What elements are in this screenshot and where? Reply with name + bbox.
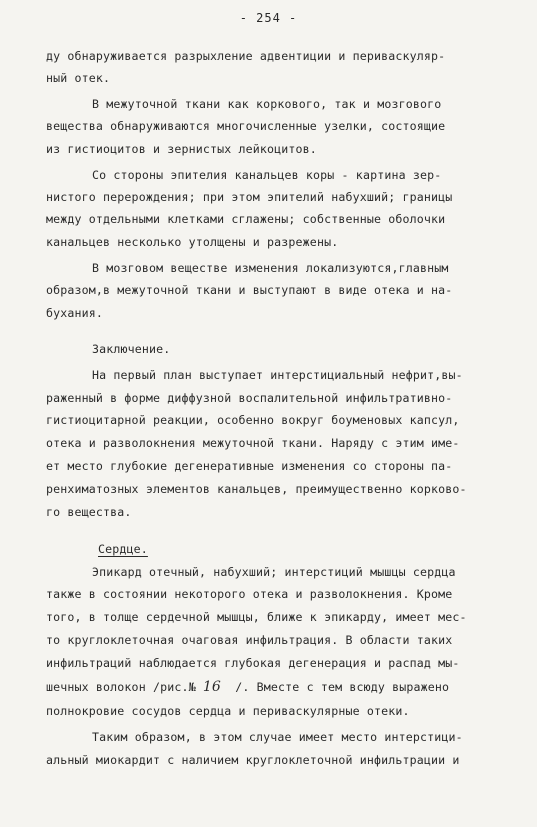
page-number: - 254 - xyxy=(239,11,298,25)
text-line: ренхиматозных элементов канальцев, преимущественно корково- xyxy=(46,482,467,496)
text-fragment: шечных волокон /рис.№ xyxy=(46,680,196,694)
text-line: Таким образом, в этом случае имеет место интерстици- xyxy=(92,730,463,744)
text-line: ет место глубокие дегенеративные изменения со стороны па- xyxy=(46,459,453,473)
text-line: раженный в форме диффузной воспалительной инфильтративно- xyxy=(46,391,453,405)
text-line: ный отек. xyxy=(46,71,111,85)
text-line: то круглоклеточная очаговая инфильтрация. В области таких xyxy=(46,633,453,647)
text-line: образом,в межуточной ткани и выступают в виде отека и на- xyxy=(46,283,453,297)
text-line: В межуточной ткани как коркового, так и мозгового xyxy=(92,97,442,111)
text-line: отека и разволокнения межуточной ткани. Наряду с этим име- xyxy=(46,436,460,450)
text-fragment: /. Вместе с тем всюду выражено xyxy=(235,680,450,694)
text-line: Со стороны эпителия канальцев коры - картина зер- xyxy=(92,168,442,182)
text-line: Эпикард отечный, набухший; интерстиций мышцы сердца xyxy=(92,565,456,579)
text-line: альный миокардит с наличием круглоклеточной инфильтрации и xyxy=(46,753,460,767)
text-line: между отдельными клетками сглажены; собственные оболочки xyxy=(46,212,446,226)
text-line: го вещества. xyxy=(46,505,132,519)
text-line: также в состоянии некоторого отека и разволокнения. Кроме xyxy=(46,587,453,601)
text-line: В мозговом веществе изменения локализуются,главным xyxy=(92,261,449,275)
section-heading-conclusion: Заключение. xyxy=(92,342,171,356)
text-line: полнокровие сосудов сердца и периваскулярные отеки. xyxy=(46,704,410,718)
text-line: бухания. xyxy=(46,306,104,320)
text-line: нистого перерождения; при этом эпителий набухший; границы xyxy=(46,190,453,204)
text-line: На первый план выступает интерстициальный нефрит,вы- xyxy=(92,368,463,382)
text-line: ду обнаруживается разрыхление адвентиции и периваскуляр- xyxy=(46,49,446,63)
text-line xyxy=(46,680,449,694)
text-line: инфильтраций наблюдается глубокая дегенерация и распад мы- xyxy=(46,656,460,670)
text-line: того, в толще сердечной мышцы, ближе к эпикарду, имеет мес- xyxy=(46,610,467,624)
section-heading-heart: Сердце. xyxy=(98,542,148,556)
text-line: канальцев несколько утолщены и разрежены. xyxy=(46,235,339,249)
text-line: вещества обнаруживаются многочисленные узелки, состоящие xyxy=(46,119,446,133)
text-line: гистиоцитарной реакции, особенно вокруг боуменовых капсул, xyxy=(46,413,460,427)
handwritten-figure-number: 16 xyxy=(202,679,221,695)
text-line: из гистиоцитов и зернистых лейкоцитов. xyxy=(46,142,317,156)
